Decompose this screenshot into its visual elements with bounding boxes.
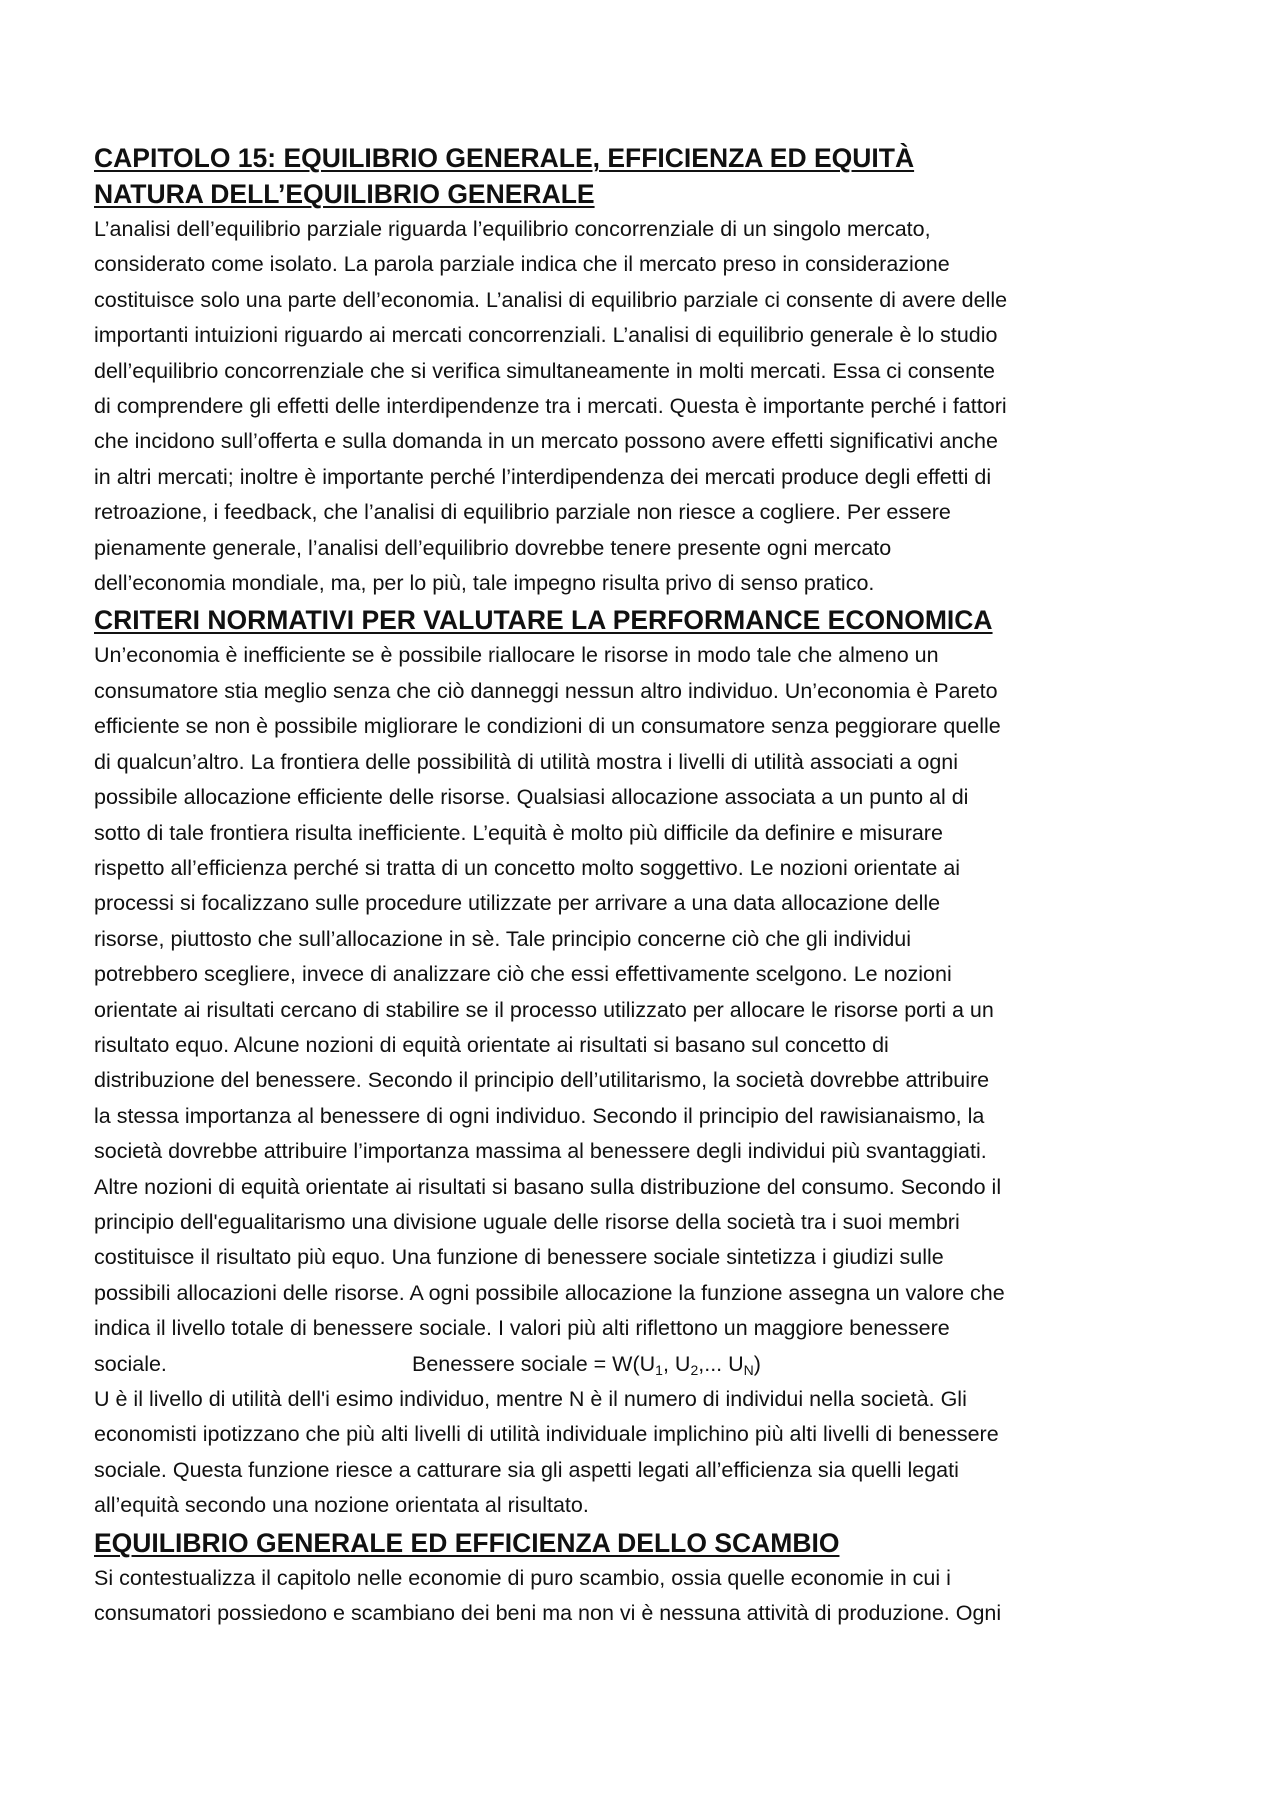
text-line: pienamente generale, l’analisi dell’equilibrio dovrebbe tenere presente ogni mercato: [94, 535, 892, 560]
text-line: risultato equo. Alcune nozioni di equità orientate ai risultati si basano sul concetto di: [94, 1032, 889, 1057]
formula-subscript-1: 1: [655, 1361, 663, 1378]
text-line: in altri mercati; inoltre è importante perché l’interdipendenza dei mercati produce degli effetti di: [94, 464, 992, 489]
document-page: [94, 140, 1204, 1631]
text-line: Altre nozioni di equità orientate ai risultati si basano sulla distribuzione del consumo. Secondo il: [94, 1174, 1002, 1199]
formula-separator: , U: [662, 1351, 691, 1376]
section-heading-scambio: EQUILIBRIO GENERALE ED EFFICIENZA DELLO SCAMBIO: [94, 1527, 840, 1558]
section-heading-natura: NATURA DELL’EQUILIBRIO GENERALE: [94, 179, 595, 209]
formula-lead-text: sociale.: [94, 1351, 167, 1376]
text-line: Si contestualizza il capitolo nelle economie di puro scambio, ossia quelle economie in cui i: [94, 1565, 951, 1590]
text-line: Un’economia è inefficiente se è possibile riallocare le risorse in modo tale che almeno un: [94, 643, 939, 668]
text-line: di comprendere gli effetti delle interdipendenze tra i mercati. Questa è importante perché i fattori: [94, 394, 1007, 419]
formula-subscript-n: N: [743, 1361, 754, 1378]
formula-suffix: ): [753, 1351, 761, 1376]
text-line: costituisce il risultato più equo. Una funzione di benessere sociale sintetizza i giudizi sulle: [94, 1245, 944, 1270]
text-line: retroazione, i feedback, che l’analisi di equilibrio parziale non riesce a cogliere. Per essere: [94, 500, 951, 525]
text-line: processi si focalizzano sulle procedure utilizzate per arrivare a una data allocazione delle: [94, 891, 941, 916]
formula-prefix: Benessere sociale = W(U: [412, 1351, 656, 1376]
chapter-title: CAPITOLO 15: EQUILIBRIO GENERALE, EFFICIENZA ED EQUITÀ: [94, 143, 915, 173]
text-line: sotto di tale frontiera risulta inefficiente. L’equità è molto più difficile da definire e misurare: [94, 820, 943, 845]
text-line: società dovrebbe attribuire l’importanza massima al benessere degli individui più svantaggiati.: [94, 1139, 987, 1164]
section-body-criteri: [94, 638, 1204, 1523]
text-line: principio dell'egualitarismo una divisione uguale delle risorse della società tra i suoi membri: [94, 1209, 960, 1234]
text-line: possibili allocazioni delle risorse. A ogni possibile allocazione la funzione assegna un valore che: [94, 1280, 1005, 1305]
formula-subscript-2: 2: [690, 1361, 699, 1378]
text-line: sociale. Questa funzione riesce a catturare sia gli aspetti legati all’efficienza sia quelli legati: [94, 1457, 959, 1482]
formula-separator: ,... U: [698, 1351, 744, 1376]
text-line: potrebbero scegliere, invece di analizzare ciò che essi effettivamente scelgono. Le nozioni: [94, 962, 952, 987]
section-heading-criteri: CRITERI NORMATIVI PER VALUTARE LA PERFORMANCE ECONOMICA: [94, 605, 993, 636]
text-line: distribuzione del benessere. Secondo il principio dell’utilitarismo, la società dovrebbe attribuire: [94, 1068, 990, 1093]
text-line: orientate ai risultati cercano di stabilire se il processo utilizzato per allocare le risorse porti a un: [94, 997, 994, 1022]
text-line: L’analisi dell’equilibrio parziale riguarda l’equilibrio concorrenziale di un singolo mercato,: [94, 217, 931, 241]
text-line: indica il livello totale di benessere sociale. I valori più alti riflettono un maggiore benessere: [94, 1316, 950, 1341]
text-line: rispetto all’efficienza perché si tratta di un concetto molto soggettivo. Le nozioni orientate ai: [94, 855, 961, 880]
text-line: possibile allocazione efficiente delle risorse. Qualsiasi allocazione associata a un punto al di: [94, 785, 969, 810]
text-line: di qualcun’altro. La frontiera delle possibilità di utilità mostra i livelli di utilità associati a ogni: [94, 749, 959, 774]
formula-line: [94, 1347, 1204, 1382]
text-line: efficiente se non è possibile migliorare le condizioni di un consumatore senza peggiorare quelle: [94, 714, 1001, 739]
text-line: economisti ipotizzano che più alti livelli di utilità individuale implichino più alti livelli di benessere: [94, 1422, 999, 1447]
text-line: consumatore stia meglio senza che ciò danneggi nessun altro individuo. Un’economia è Pareto: [94, 678, 998, 703]
text-line: U è il livello di utilità dell'i esimo individuo, mentre N è il numero di individui nella società. Gli: [94, 1387, 967, 1411]
text-line: considerato come isolato. La parola parziale indica che il mercato preso in considerazione: [94, 252, 950, 277]
text-line: dell’equilibrio concorrenziale che si verifica simultaneamente in molti mercati. Essa ci consente: [94, 358, 996, 383]
text-line: consumatori possiedono e scambiano dei beni ma non vi è nessuna attività di produzione. Ogni: [94, 1601, 1002, 1626]
text-line: importanti intuizioni riguardo ai mercati concorrenziali. L’analisi di equilibrio generale è lo studio: [94, 323, 998, 348]
text-line: risorse, piuttosto che sull’allocazione in sè. Tale principio concerne ciò che gli individui: [94, 926, 912, 951]
text-line: costituisce solo una parte dell’economia. L’analisi di equilibrio parziale ci consente di avere delle: [94, 287, 1008, 312]
text-line: che incidono sull’offerta e sulla domanda in un mercato possono avere effetti significativi anche: [94, 429, 998, 454]
section-body-natura: [94, 212, 1204, 601]
text-line: all’equità secondo una nozione orientata al risultato.: [94, 1493, 589, 1518]
text-line: la stessa importanza al benessere di ogni individuo. Secondo il principio del rawisianaismo, la: [94, 1103, 985, 1128]
section-body-scambio: [94, 1561, 1204, 1632]
social-welfare-formula: [412, 1347, 761, 1382]
text-line: dell’economia mondiale, ma, per lo più, tale impegno risulta privo di senso pratico.: [94, 571, 875, 596]
